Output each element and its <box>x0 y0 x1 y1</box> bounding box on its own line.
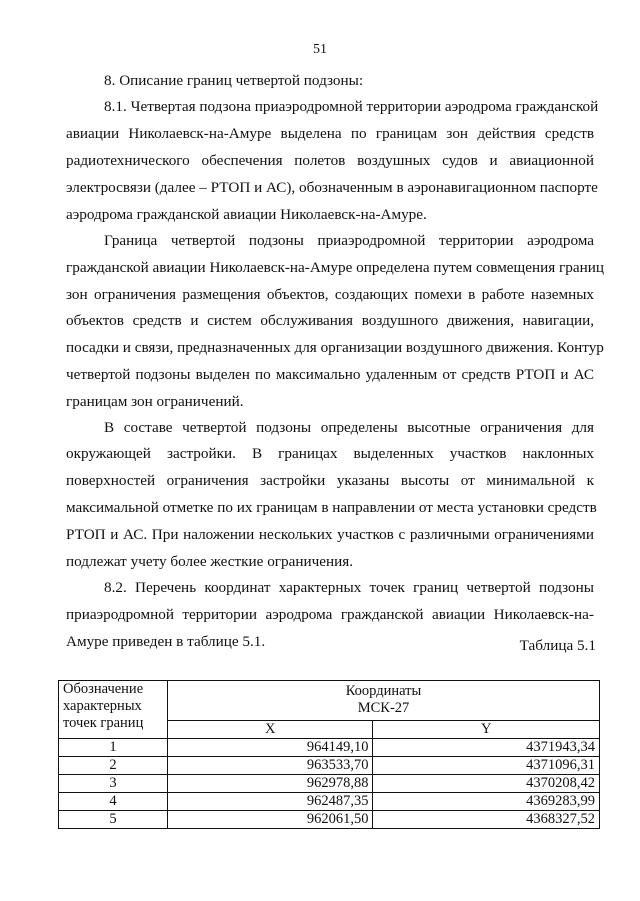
paragraph-line: радиотехнического обеспечения полетов воздушных судов и авиационной <box>66 152 594 169</box>
table-row <box>59 739 600 757</box>
table-row <box>59 757 600 775</box>
page-number: 51 <box>313 42 327 57</box>
coordinates-header <box>168 681 600 721</box>
paragraph-line: окружающей застройки. В границах выделенных участков наклонных <box>66 445 594 462</box>
column-header-y: Y <box>373 721 600 739</box>
coord-x: 963533,70 <box>168 757 373 775</box>
coordinates-header-system: МСК-27 <box>357 700 410 716</box>
coord-y: 4371096,31 <box>373 757 600 775</box>
point-number: 4 <box>59 793 168 811</box>
paragraph-line: Граница четвертой подзоны приаэродромной территории аэродрома <box>104 232 594 249</box>
coord-y: 4371943,34 <box>373 739 600 757</box>
paragraph-line: авиации Николаевск-на-Амуре выделена по границам зон действия средств <box>66 125 594 142</box>
table-row <box>59 811 600 829</box>
paragraph-line: электросвязи (далее – РТОП и АС), обозначенным в аэронавигационном паспорте <box>66 179 598 196</box>
paragraph-line: 8.1. Четвертая подзона приаэродромной территории аэродрома гражданской <box>104 98 599 115</box>
paragraph-line: В составе четвертой подзоны определены высотные ограничения для <box>104 419 594 436</box>
points-header <box>59 681 168 739</box>
paragraph-line: границам зон ограничений. <box>66 393 244 410</box>
paragraph-line: зон ограничения размещения объектов, создающих помехи в работе наземных <box>66 286 594 303</box>
paragraph-line: объектов средств и систем обслуживания воздушного движения, навигации, <box>66 312 594 329</box>
paragraph-line: поверхностей ограничения застройки указаны высоты от минимальной к <box>66 472 594 489</box>
paragraph-line: Амуре приведен в таблице 5.1. <box>66 633 266 650</box>
coordinates-table <box>58 680 600 829</box>
coord-x: 964149,10 <box>168 739 373 757</box>
paragraph-line: посадки и связи, предназначенных для организации воздушного движения. Контур <box>66 339 604 356</box>
coord-x: 962978,88 <box>168 775 373 793</box>
section-heading: 8. Описание границ четвертой подзоны: <box>104 72 364 89</box>
paragraph-line: 8.2. Перечень координат характерных точек границ четвертой подзоны <box>104 579 594 596</box>
paragraph-line: приаэродромной территории аэродрома гражданской авиации Николаевск-на- <box>66 606 594 623</box>
paragraph-line: четвертой подзоны выделен по максимально удаленным от средств РТОП и АС <box>66 366 594 383</box>
paragraph-line: РТОП и АС. При наложении нескольких участков с различными ограничениями <box>66 526 594 543</box>
point-number: 3 <box>59 775 168 793</box>
point-number: 1 <box>59 739 168 757</box>
coord-y: 4369283,99 <box>373 793 600 811</box>
point-number: 2 <box>59 757 168 775</box>
points-header-line: точек границ <box>63 715 144 731</box>
column-header-x: X <box>168 721 373 739</box>
paragraph-line: подлежат учету более жесткие ограничения. <box>66 553 354 570</box>
table-row <box>59 793 600 811</box>
table-row <box>59 775 600 793</box>
coord-y: 4368327,52 <box>373 811 600 829</box>
coord-x: 962061,50 <box>168 811 373 829</box>
coordinates-header-title: Координаты <box>345 683 422 699</box>
coord-x: 962487,35 <box>168 793 373 811</box>
table-caption: Таблица 5.1 <box>519 637 596 654</box>
coord-y: 4370208,42 <box>373 775 600 793</box>
paragraph-line: максимальной отметке по их границам в направлении от места установки средств <box>66 499 597 516</box>
paragraph-line: гражданской авиации Николаевск-на-Амуре определена путем совмещения границ <box>66 259 604 276</box>
point-number: 5 <box>59 811 168 829</box>
paragraph-line: аэродрома гражданской авиации Николаевск-на-Амуре. <box>66 206 427 223</box>
points-header-line: характерных <box>63 698 142 714</box>
points-header-line: Обозначение <box>63 681 144 697</box>
